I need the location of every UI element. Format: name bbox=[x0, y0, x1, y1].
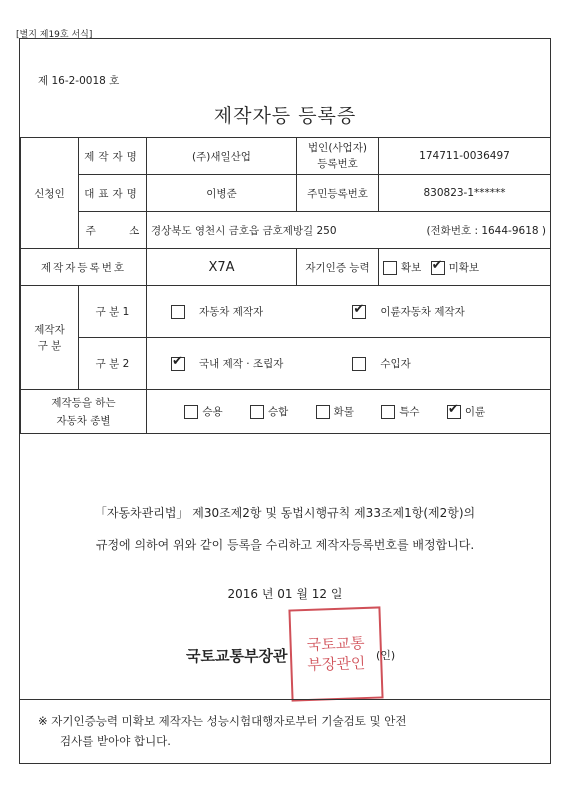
vehicle-type-options bbox=[147, 390, 551, 434]
category1-opt2-checkbox[interactable] bbox=[352, 305, 366, 319]
corp-no-label: 법인(사업자) 등록번호 bbox=[297, 138, 379, 175]
category2-options bbox=[147, 338, 551, 390]
certificate-frame bbox=[19, 38, 551, 764]
vehicle-type-checkbox[interactable] bbox=[447, 405, 461, 419]
body-line-1: 「자동차관리법」 제30조제2항 및 동법시행규칙 제33조제1항(제2항)의 bbox=[94, 506, 476, 520]
certificate-body bbox=[20, 497, 550, 561]
resident-no: 830823-1****** bbox=[379, 175, 551, 212]
issuer-title: 국토교통부장관 bbox=[186, 647, 288, 665]
address: 경상북도 영천시 금호읍 금호제방길 250 bbox=[151, 224, 337, 237]
vehicle-type-label-item: 화물 bbox=[333, 406, 354, 418]
applicant-label: 신청인 bbox=[21, 138, 79, 249]
document-number: 제 16-2-0018 호 bbox=[38, 75, 120, 87]
vehicle-type-checkbox[interactable] bbox=[184, 405, 198, 419]
vehicle-type-label-item: 승용 bbox=[202, 406, 223, 418]
issue-date: 2016 년 01 월 12 일 bbox=[227, 587, 343, 601]
official-seal: 국토교통 부장관인 bbox=[288, 606, 383, 701]
category2-label: 구 분 2 bbox=[79, 338, 147, 390]
reg-no: X7A bbox=[147, 249, 297, 286]
corp-no: 174711-0036497 bbox=[379, 138, 551, 175]
divider bbox=[20, 699, 550, 700]
category1-label: 구 분 1 bbox=[79, 286, 147, 338]
rep-name: 이병준 bbox=[147, 175, 297, 212]
address-label: 주 소 bbox=[79, 212, 147, 249]
self-cert-yes-label: 확보 bbox=[401, 261, 422, 274]
vehicle-type-label: 제작등을 하는 자동차 종별 bbox=[21, 390, 147, 434]
footnote-line-2: 검사를 받아야 합니다. bbox=[60, 734, 171, 748]
vehicle-type-label-item: 승합 bbox=[267, 406, 289, 418]
category2-opt1-checkbox[interactable] bbox=[171, 357, 185, 371]
footnote-line-1: ※ 자기인증능력 미확보 제작자는 성능시험대행자로부터 기술검토 및 안전 bbox=[38, 714, 407, 728]
self-cert-options bbox=[379, 249, 551, 286]
maker-name-label: 제작자명 bbox=[79, 138, 147, 175]
resident-no-label: 주민등록번호 bbox=[297, 175, 379, 212]
self-cert-no-checkbox[interactable] bbox=[431, 261, 445, 275]
category2-opt2-checkbox[interactable] bbox=[352, 357, 366, 371]
self-cert-yes-checkbox[interactable] bbox=[383, 261, 397, 275]
vehicle-type-checkbox[interactable] bbox=[316, 405, 330, 419]
category1-opt2-label: 이륜자동차 제작자 bbox=[380, 306, 465, 318]
reg-no-label: 제작자등록번호 bbox=[21, 249, 147, 286]
phone: (전화번호 : 1644-9618 ) bbox=[426, 224, 546, 237]
vehicle-type-label-item: 특수 bbox=[399, 406, 420, 418]
seal-mark: (인) bbox=[376, 649, 396, 662]
registration-table bbox=[20, 137, 551, 434]
body-line-2: 규정에 의하여 위와 같이 등록을 수리하고 제작자등록번호를 배정합니다. bbox=[95, 538, 475, 552]
rep-name-label: 대표자명 bbox=[79, 175, 147, 212]
address-cell bbox=[147, 212, 551, 249]
form-label: [별지 제19호 서식] bbox=[16, 30, 93, 40]
maker-name: (주)새일산업 bbox=[147, 138, 297, 175]
category2-opt1-label: 국내 제작 · 조립자 bbox=[199, 358, 284, 370]
vehicle-type-checkbox[interactable] bbox=[250, 405, 264, 419]
category2-opt2-label: 수입자 bbox=[380, 358, 411, 370]
vehicle-type-checkbox[interactable] bbox=[381, 405, 395, 419]
category1-opt1-label: 자동차 제작자 bbox=[199, 306, 264, 318]
self-cert-no-label: 미확보 bbox=[448, 261, 480, 274]
category1-opt1-checkbox[interactable] bbox=[171, 305, 185, 319]
self-cert-label: 자기인증 능력 bbox=[297, 249, 379, 286]
vehicle-type-label-item: 이륜 bbox=[464, 406, 486, 418]
certificate-title: 제작자등 등록증 bbox=[213, 105, 357, 127]
category1-options bbox=[147, 286, 551, 338]
category-label: 제작자 구 분 bbox=[21, 286, 79, 390]
